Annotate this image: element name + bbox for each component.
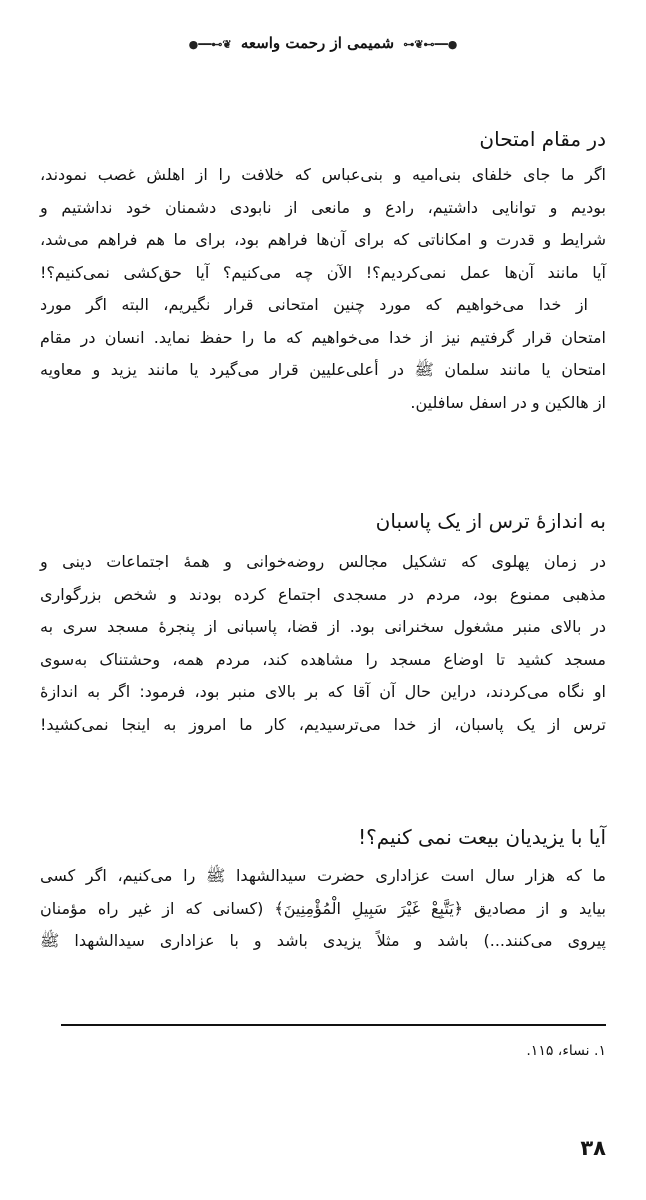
text-line: ما که هزار سال است عزاداری حضرت سیدالشهدا ﷺ را می‌کنیم، اگر کسی: [40, 866, 606, 885]
text-line: شرایط و قدرت و امکاناتی که برای آن‌ها فراهم بود، برای ما هم فراهم می‌شد،: [40, 230, 606, 249]
section-body-policeman: [40, 546, 606, 741]
running-head: [0, 34, 646, 52]
text-line: بیاید و از مصادیق ﴿يَتَّبِعْ غَيْرَ سَبِيلِ الْمُؤْمِنِينَ﴾ (کسانی که از غیر راه مؤمنان: [40, 898, 606, 918]
text-line: آیا مانند آن‌ها عمل نمی‌کردیم؟! الآن چه می‌کنیم؟ آیا حق‌کشی نمی‌کنیم؟!: [40, 262, 606, 282]
running-head-title: شمیمی از رحمت واسعه: [240, 34, 395, 52]
ornament-right-icon: ●━━⊶❦⊷: [403, 37, 458, 51]
text-line: در زمان پهلوی که تشکیل مجالس روضه‌خوانی و همهٔ اجتماعات دینی و: [40, 552, 606, 571]
text-line: امتحان قرار گرفتیم نیز از خدا می‌خواهیم که ما را حفظ نماید. انسان در مقام: [40, 327, 606, 347]
section-body-allegiance: [40, 860, 606, 958]
section-heading-exam: در مقام امتحان: [479, 127, 606, 151]
page-number: ۳۸: [580, 1136, 606, 1160]
text-line: اگر ما جای خلفای بنی‌امیه و بنی‌عباس که خلافت را از اهلش غصب نمودند،: [40, 165, 606, 184]
ornament-left-icon: ❦⊶━━●: [188, 37, 232, 51]
text-line: امتحان یا مانند سلمان ﷺ در أعلی‌علیین قرار می‌گیرد یا مانند یزید و معاویه: [40, 360, 606, 379]
text-line: مذهبی ممنوع بود، مردم در مسجدی اجتماع کرده بودند و شخص بزرگواری: [40, 584, 606, 604]
text-line: مسجد کشید تا اوضاع مسجد را مشاهده کند، مردم همه، وحشتناک به‌سوی: [40, 649, 606, 669]
section-body-exam: [40, 159, 606, 419]
text-line: بودیم و توانایی داشتیم، رادع و مانعی از نابودی دشمنان خود نداشتیم و: [40, 197, 606, 217]
text-line: از خدا می‌خواهیم که مورد چنین امتحانی قرار نگیریم، البته اگر مورد: [40, 295, 588, 314]
footnote-divider: [61, 1024, 606, 1026]
text-line: پیروی می‌کنند...) باشد و مثلاً یزیدی باشد و با عزاداری سیدالشهدا ﷺ: [40, 931, 606, 950]
footnote: ۱. نساء، ۱۱۵.: [526, 1043, 606, 1059]
text-line: از هالکین و در اسفل سافلین.: [410, 392, 606, 412]
section-heading-policeman: به اندازهٔ ترس از یک پاسبان: [375, 509, 606, 533]
text-line: ترس از یک پاسبان، از خدا می‌ترسیدیم، کار ما امروز به اینجا نمی‌کشید!: [40, 714, 606, 734]
section-heading-allegiance: آیا با یزیدیان بیعت نمی کنیم؟!: [358, 825, 606, 849]
text-line: در بالای منبر مشغول سخنرانی بود. از قضا، پاسبانی از پنجرهٔ مسجد سری به: [40, 617, 606, 636]
text-line: او نگاه می‌کردند، دراین حال آن آقا که بر بالای منبر بود، فرمود: اگر به اندازهٔ: [40, 682, 606, 701]
